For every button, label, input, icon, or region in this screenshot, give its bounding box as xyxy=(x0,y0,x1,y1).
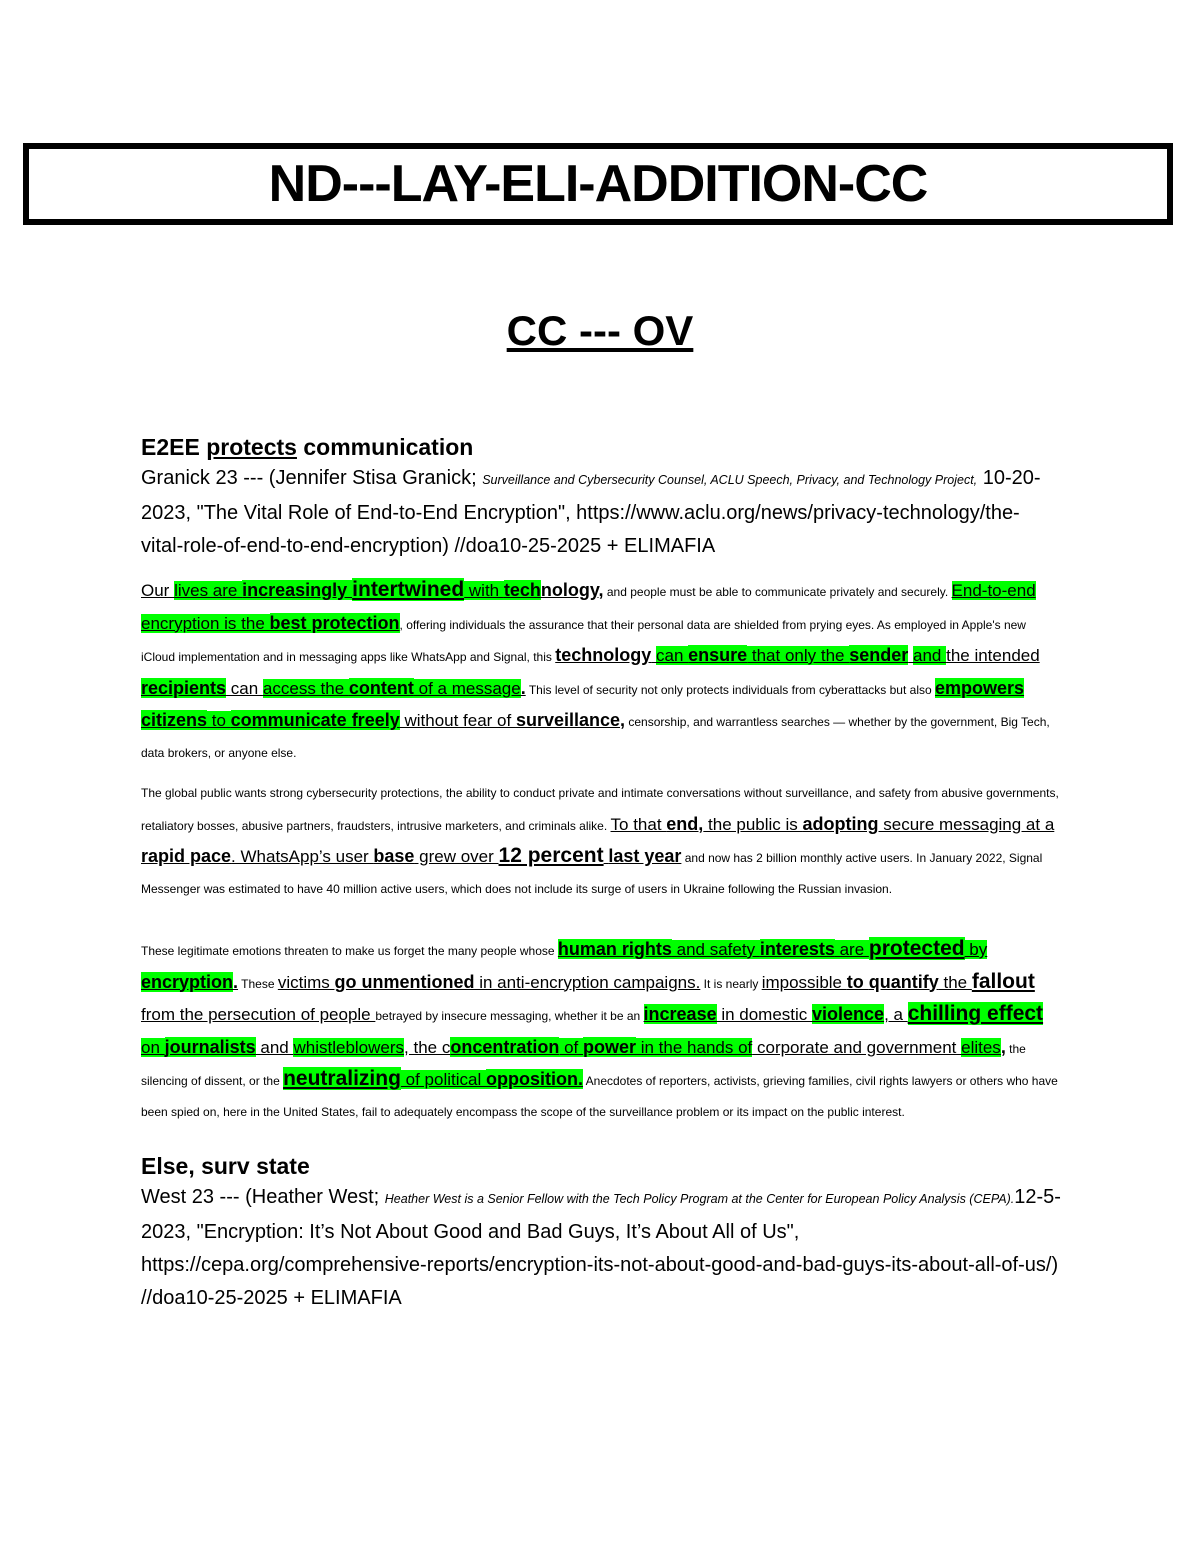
emphasized-text: sender xyxy=(849,645,909,665)
emphasized-text: adopting xyxy=(802,813,879,834)
emphasized-text: recipients xyxy=(141,677,227,698)
emphasized-text: interests xyxy=(759,939,835,959)
emphasized-text: power xyxy=(582,1036,636,1057)
highlighted-text: of xyxy=(559,1037,583,1057)
emphasized-text: fallout xyxy=(971,969,1035,993)
citation-qualifications: Heather West is a Senior Fellow with the Tech Policy Program at the Center for European Policy Analysis (CEPA). xyxy=(384,1192,1015,1206)
highlighted-text: whistleblowers xyxy=(293,1037,405,1057)
emphasized-text: quantify xyxy=(868,971,939,992)
highlighted-text: access the xyxy=(262,678,349,698)
highlighted-text: in the hands of xyxy=(636,1037,753,1057)
emphasized-text: protected xyxy=(868,937,965,960)
emphasized-text: best protection xyxy=(269,612,400,633)
tag-text: E2EE xyxy=(141,434,207,460)
highlighted-text: elites xyxy=(961,1037,1001,1057)
emphasized-text: tech xyxy=(503,580,541,600)
read-text: To that xyxy=(610,814,667,834)
read-text: from the persecution of people xyxy=(141,1005,376,1024)
citation-qualifications: Surveillance and Cybersecurity Counsel, ACLU Speech, Privacy, and Technology Project, xyxy=(482,473,978,487)
card-body-paragraph xyxy=(141,575,1061,768)
read-text: grew over xyxy=(414,847,499,866)
tag-underlined-text: protects xyxy=(206,434,297,460)
emphasized-text: content xyxy=(348,677,414,698)
read-text: in anti-encryption campaigns. xyxy=(474,972,701,992)
small-text: These xyxy=(238,976,278,991)
highlighted-text: and safety xyxy=(671,940,760,959)
read-text: . WhatsApp’s user xyxy=(231,847,374,866)
small-text: These legitimate emotions threaten to make us forget the many people whose xyxy=(141,944,558,958)
section-title: CC --- OV xyxy=(506,307,694,354)
small-text: and now has 2 billion monthly active users. In January 2022, Signal Messenger was estimated to have 40 million active users, which does not include its surge of users in Ukraine following the Russian invasion. xyxy=(141,851,1043,896)
file-title: ND---LAY-ELI-ADDITION-CC xyxy=(268,155,928,213)
read-text: , a xyxy=(884,1005,908,1024)
emphasized-text: increasingly xyxy=(242,580,353,600)
emphasized-text: go unmentioned xyxy=(334,971,475,992)
emphasized-text: empowers citizens xyxy=(141,677,1025,730)
emphasized-text: to xyxy=(846,971,869,992)
tag-text: communication xyxy=(296,434,474,460)
emphasized-text: oncentration xyxy=(450,1036,560,1057)
emphasized-text: , xyxy=(1000,1036,1006,1057)
small-text: This level of security not only protects individuals from cyberattacks but also xyxy=(525,682,935,697)
small-text: The global public wants strong cybersecurity protections, the ability to conduct private and intimate conversations without surveillance, and safety from abusive governments, retaliatory bosses, abusive partners, fraudsters, intrusive marketers, and criminals alike. xyxy=(141,786,1059,833)
highlighted-text: with xyxy=(464,581,504,600)
paragraph-gap xyxy=(141,914,1061,934)
highlighted-text: to xyxy=(207,711,231,730)
small-text: , offering individuals the assurance that their personal data are shielded from prying eyes. As employed in Apple's new iCloud implementation and in messaging apps like WhatsApp and Signal, this xyxy=(141,617,1026,664)
emphasized-text: human rights xyxy=(557,939,672,959)
read-text: can xyxy=(226,678,263,698)
card-tag: Else, surv state xyxy=(141,1153,310,1179)
citation-author: West 23 --- (Heather West; xyxy=(141,1186,385,1208)
read-text: corporate and government xyxy=(752,1037,962,1057)
citation-source: 10-20-2023, "The Vital Role of End-to-End Encryption", https://www.aclu.org/news/privacy-technology/the-vital-role-of-end-to-end-encryption) //doa10-25-2025 + ELIMAFIA xyxy=(141,467,1041,557)
card-citation xyxy=(141,462,1061,563)
small-text: the silencing of dissent, or the xyxy=(141,1041,1026,1088)
highlighted-text: End-to-end encryption is the xyxy=(141,581,1036,633)
emphasized-text: rapid pace xyxy=(141,846,232,866)
small-text: Anecdotes of reporters, activists, grieving families, civil rights lawyers or others who have been spied on, here in the United States, fail to adequately encompass the scope of the surveillance problem or its impact on the public interest. xyxy=(141,1074,1058,1119)
emphasized-text: base xyxy=(373,846,415,866)
emphasized-text: last year xyxy=(608,846,682,866)
emphasized-text: surveillance, xyxy=(515,710,626,730)
emphasized-text: technology xyxy=(555,645,652,665)
card-body-paragraph xyxy=(141,778,1061,904)
emphasized-text: encryption xyxy=(141,971,234,992)
highlighted-text: of political xyxy=(400,1070,486,1089)
emphasized-text: intertwined xyxy=(352,578,465,601)
highlighted-text: of a message xyxy=(413,678,521,698)
card-citation xyxy=(141,1181,1061,1315)
small-text: It is nearly xyxy=(700,976,762,991)
small-text: and people must be able to communicate privately and securely. xyxy=(603,585,952,599)
emphasized-text: . xyxy=(520,677,526,698)
read-text: in domestic xyxy=(716,1005,813,1024)
emphasized-text: violence xyxy=(812,1004,885,1024)
highlighted-text: that only the xyxy=(747,646,850,665)
read-text: secure messaging at a xyxy=(878,814,1055,834)
emphasized-text: end, xyxy=(666,813,704,834)
emphasized-text: opposition xyxy=(485,1069,578,1089)
highlighted-text: and xyxy=(913,646,947,665)
card-body-paragraph xyxy=(141,934,1061,1127)
emphasized-text: increase xyxy=(643,1004,717,1024)
card-tag xyxy=(141,432,1061,462)
highlighted-text: are xyxy=(834,940,869,959)
emphasized-text: nology, xyxy=(540,580,604,600)
file-title-box xyxy=(23,143,1173,225)
read-text: without fear of xyxy=(399,711,516,730)
highlighted-text: can xyxy=(655,646,689,665)
document-body xyxy=(141,432,1061,1327)
emphasized-text: journalists xyxy=(164,1036,256,1057)
read-text: the intended xyxy=(946,646,1040,665)
emphasized-text: . xyxy=(233,971,239,992)
read-text: impossible xyxy=(761,972,847,992)
highlighted-text: on xyxy=(141,1037,165,1057)
read-text: the public is xyxy=(703,814,803,834)
read-text: , the c xyxy=(404,1037,451,1057)
highlighted-text: by xyxy=(964,940,988,959)
read-text: Our xyxy=(141,581,175,600)
read-text: victims xyxy=(277,972,335,992)
emphasized-text: ensure xyxy=(688,645,748,665)
small-text: censorship, and warrantless searches — whether by the government, Big Tech, data brokers, or anyone else. xyxy=(141,715,1050,760)
card-gap xyxy=(141,1137,1061,1151)
emphasized-text: . xyxy=(577,1069,583,1089)
emphasized-text: communicate freely xyxy=(230,710,400,730)
highlighted-text: lives are xyxy=(174,581,243,600)
read-text: and xyxy=(255,1037,294,1057)
citation-source: 12-5-2023, "Encryption: It’s Not About Good and Bad Guys, It’s About All of Us", https://cepa.org/comprehensive-reports/encryption-its-not-about-good-and-bad-guys-its-about-all-of-us/) //doa10-25-2025 + ELIMAFIA xyxy=(141,1186,1061,1309)
citation-author: Granick 23 --- (Jennifer Stisa Granick; xyxy=(141,467,483,489)
read-text: the xyxy=(938,972,972,992)
emphasized-text: chilling effect xyxy=(907,1002,1044,1025)
emphasized-text: neutralizing xyxy=(283,1067,401,1090)
emphasized-text: 12 percent xyxy=(498,844,604,867)
small-text: betrayed by insecure messaging, whether it be an xyxy=(375,1009,644,1023)
